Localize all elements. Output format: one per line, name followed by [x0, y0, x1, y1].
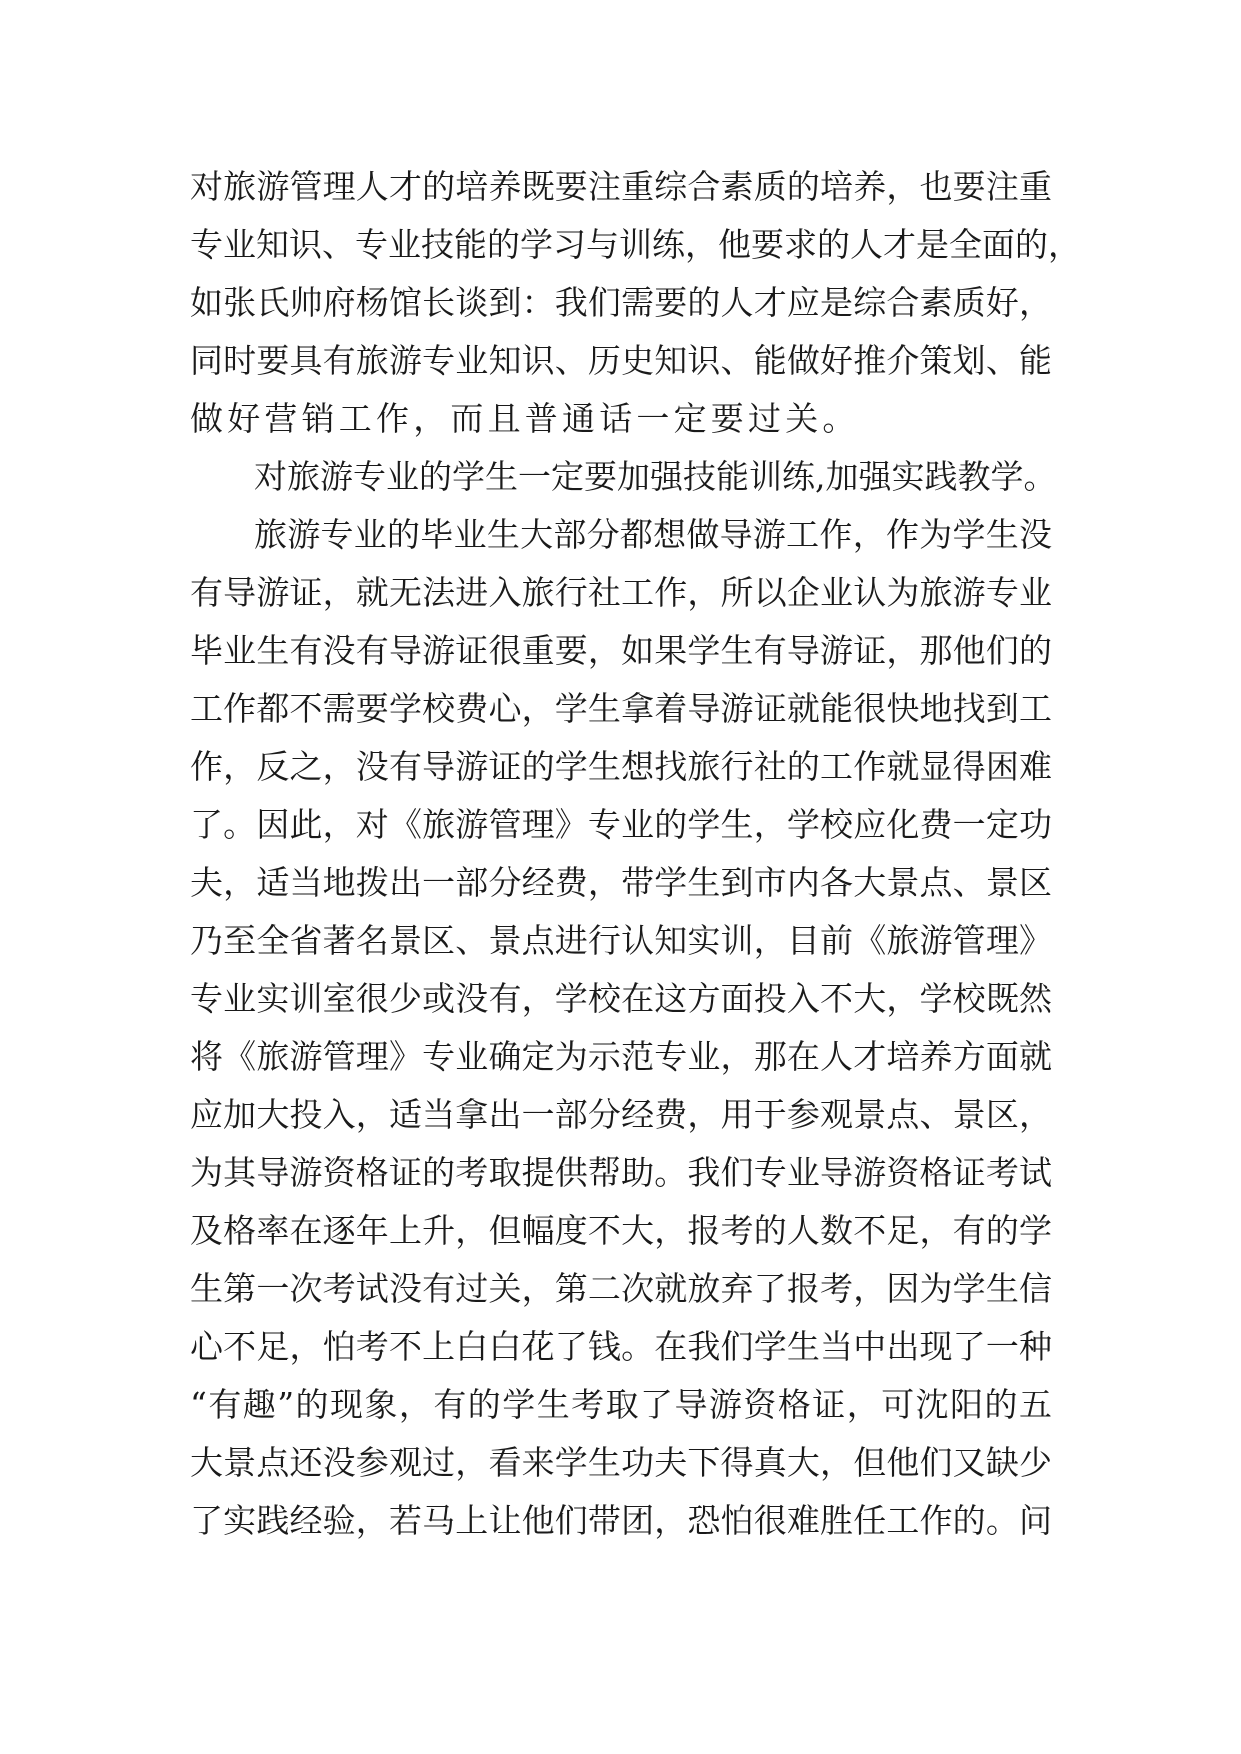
- text-line: 应加大投入，适当拿出一部分经费，用于参观景点、景区，: [190, 1095, 1052, 1134]
- text-line: 作，反之，没有导游证的学生想找旅行社的工作就显得困难: [190, 747, 1052, 786]
- text-line: 专业实训室很少或没有，学校在这方面投入不大，学校既然: [190, 979, 1052, 1018]
- text-line: 毕业生有没有导游证很重要，如果学生有导游证，那他们的: [190, 631, 1052, 670]
- text-line: 如张氏帅府杨馆长谈到：我们需要的人才应是综合素质好，: [190, 283, 1052, 322]
- text-line: 同时要具有旅游专业知识、历史知识、能做好推介策划、能: [190, 341, 1052, 380]
- paragraph-first-line: 旅游专业的毕业生大部分都想做导游工作，作为学生没: [254, 515, 1052, 554]
- text-line: 有导游证，就无法进入旅行社工作，所以企业认为旅游专业: [190, 573, 1052, 612]
- text-line: “有趣”的现象，有的学生考取了导游资格证，可沈阳的五: [190, 1385, 1052, 1424]
- text-line: 了实践经验，若马上让他们带团，恐怕很难胜任工作的。问: [190, 1501, 1052, 1540]
- text-line: 对旅游管理人才的培养既要注重综合素质的培养，也要注重: [190, 167, 1052, 206]
- text-line: 做好营销工作，而且普通话一定要过关。: [190, 399, 860, 438]
- text-line: 了。因此，对《旅游管理》专业的学生，学校应化费一定功: [190, 805, 1052, 844]
- text-line: 乃至全省著名景区、景点进行认知实训，目前《旅游管理》: [190, 921, 1052, 960]
- body-text: [190, 158, 1081, 1550]
- text-line: 工作都不需要学校费心，学生拿着导游证就能很快地找到工: [190, 689, 1052, 728]
- text-line: 专业知识、专业技能的学习与训练，他要求的人才是全面的，: [190, 225, 1081, 264]
- text-line: 及格率在逐年上升，但幅度不大，报考的人数不足，有的学: [190, 1211, 1052, 1250]
- text-line: 夫，适当地拨出一部分经费，带学生到市内各大景点、景区: [190, 863, 1052, 902]
- text-line: 将《旅游管理》专业确定为示范专业，那在人才培养方面就: [190, 1037, 1052, 1076]
- text-line: 为其导游资格证的考取提供帮助。我们专业导游资格证考试: [190, 1153, 1052, 1192]
- text-line: 心不足，怕考不上白白花了钱。在我们学生当中出现了一种: [190, 1327, 1052, 1366]
- text-line: 大景点还没参观过，看来学生功夫下得真大，但他们又缺少: [190, 1443, 1052, 1482]
- text-line: 生第一次考试没有过关，第二次就放弃了报考，因为学生信: [190, 1269, 1052, 1308]
- paragraph-first-line: 对旅游专业的学生一定要加强技能训练,加强实践教学。: [254, 457, 1057, 496]
